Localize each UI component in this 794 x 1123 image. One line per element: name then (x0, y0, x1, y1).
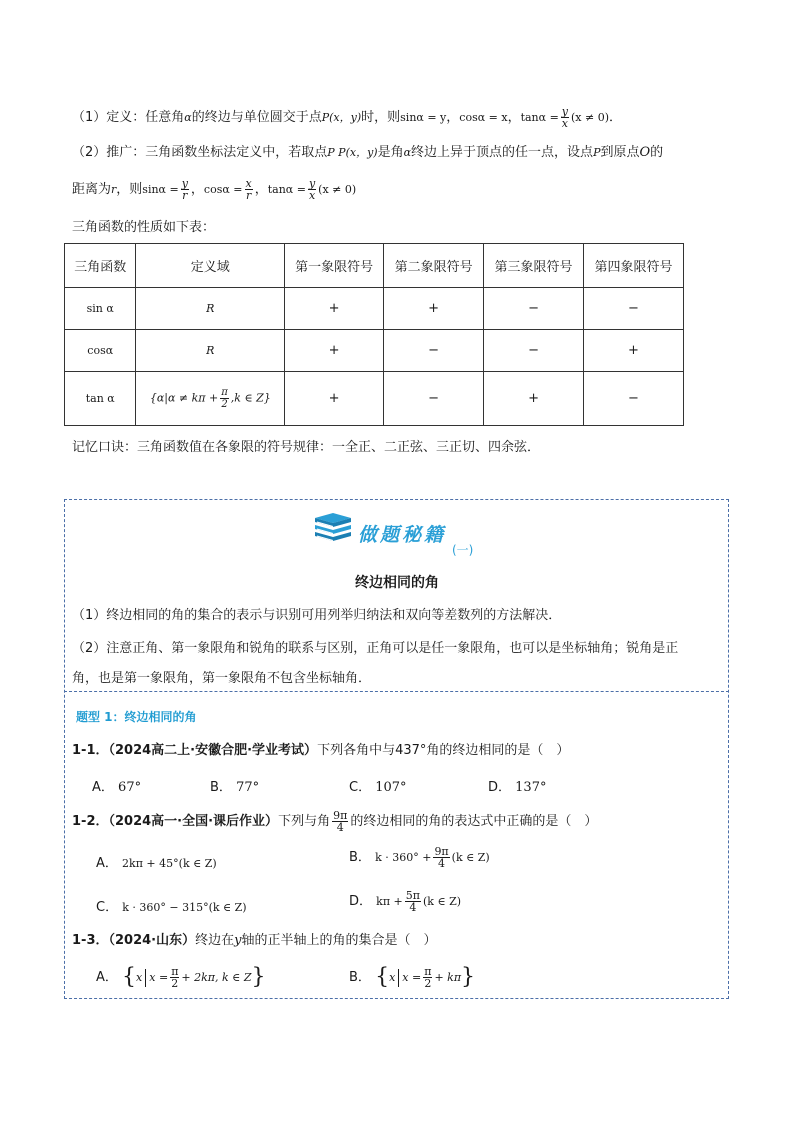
text: 到原点 (600, 145, 640, 160)
option-value: k · 360° + (375, 851, 432, 864)
condition: (x ≠ 0) (571, 111, 610, 124)
option-d[interactable] (488, 776, 546, 795)
fn-cell: sin α (65, 288, 136, 330)
option-value: (k ∈ Z) (423, 895, 462, 908)
question-1-2 (72, 810, 597, 833)
denominator: 4 (409, 901, 417, 914)
cos-lhs: cosα = (203, 183, 243, 196)
question-stem: 轴的正半轴上的角的集合是（ ） (241, 933, 437, 948)
option-key: B． (349, 850, 371, 865)
question-1-1 (72, 742, 569, 760)
denominator: x (308, 189, 316, 202)
mnemonic: 记忆口诀：三角函数值在各象限的符号规律：一全正、二正弦、三正切、四余弦． (72, 440, 541, 455)
tan-lhs: tanα = (520, 111, 559, 124)
denominator: 2 (221, 399, 228, 410)
table-header-row (65, 244, 684, 288)
alpha-symbol: α (184, 111, 192, 124)
option-c[interactable] (349, 776, 407, 795)
question-stem: 终边在 (195, 933, 235, 948)
numerator: y (181, 177, 188, 190)
table-intro: 三角函数的性质如下表： (72, 220, 216, 235)
option-value: (k ∈ Z) (451, 851, 490, 864)
comma: ， (446, 110, 460, 125)
period: ． (609, 110, 623, 125)
option-b[interactable] (349, 846, 490, 869)
question-number: 1-1． (72, 743, 109, 758)
set-bar (398, 969, 399, 987)
numerator: π (171, 965, 179, 978)
sign-cell: + (384, 288, 484, 330)
domain-part: {α|α ≠ kπ + (149, 391, 219, 405)
sign-cell: − (384, 330, 484, 372)
option-value: k · 360° − 315°(k ∈ Z) (122, 901, 247, 914)
text: 距离为 (72, 182, 112, 197)
header-cell: 第一象限符号 (285, 244, 384, 288)
numerator: y (561, 105, 569, 118)
table-row (65, 372, 684, 426)
option-key: D． (488, 780, 512, 795)
option-value: kπ + (376, 895, 403, 908)
sign-cell: + (584, 330, 684, 372)
question-stem: 的终边相同的角的表达式中正确的是（ ） (350, 814, 598, 829)
tip-1: （1）终边相同的角的集合的表示与识别可用列举归纳法和双向等差数列的方法解决． (72, 608, 562, 623)
numerator: y (308, 177, 316, 190)
numerator: π (424, 965, 432, 978)
fn-cell: cosα (65, 330, 136, 372)
fraction-pi-over-2 (170, 966, 179, 989)
text: 的 (650, 145, 664, 160)
box-heading: 终边相同的角 (355, 575, 439, 591)
tip-2-line-1: （2）注意正角、第一象限角和锐角的联系与区别，正角可以是任一象限角，也可以是坐标轴角；锐角是正 (72, 641, 679, 656)
sign-cell: − (384, 372, 484, 426)
point-p: P(x，y) (321, 111, 362, 124)
option-a[interactable] (96, 966, 265, 989)
set-condition: + 2kπ, k ∈ Z (181, 971, 252, 984)
text: 时，则 (361, 110, 401, 125)
text: 的终边与单位圆交于点 (191, 110, 322, 125)
banner-subtitle: (一) (452, 543, 474, 557)
sign-cell: − (484, 330, 584, 372)
option-c[interactable] (96, 896, 247, 915)
sign-cell: + (285, 288, 384, 330)
header-cell: 第三象限符号 (484, 244, 584, 288)
numerator: 9π (434, 845, 449, 858)
header-cell: 第四象限符号 (584, 244, 684, 288)
option-key: C． (349, 780, 372, 795)
fraction-y-over-x (308, 178, 316, 201)
header-cell: 第二象限符号 (384, 244, 484, 288)
option-a[interactable] (92, 776, 141, 795)
denominator: r (182, 189, 188, 202)
fraction (405, 890, 421, 913)
r-symbol: r (111, 183, 117, 196)
sign-cell: + (484, 372, 584, 426)
cos-def: cosα = x (459, 111, 508, 124)
question-source: （2024高一·全国·课后作业） (108, 814, 279, 829)
option-value: 137° (515, 780, 547, 795)
banner-title: 做题秘籍 (358, 524, 447, 546)
right-brace: } (461, 964, 476, 990)
option-key: B． (349, 970, 371, 985)
trig-properties-table (64, 243, 684, 426)
origin-label: O (639, 145, 651, 160)
fraction-pi-over-2 (423, 966, 432, 989)
fraction-9pi-over-4 (332, 810, 348, 833)
comma: ， (254, 182, 268, 197)
question-source: （2024高二上·安徽合肥·学业考试） (108, 743, 318, 758)
question-number: 1-3． (72, 933, 109, 948)
text: （1）定义：任意角 (72, 110, 185, 125)
set-condition: x = (149, 971, 169, 984)
option-key: B． (210, 780, 232, 795)
set-bar (145, 969, 146, 987)
text: （2）推广：三角函数坐标法定义中，若取点 (72, 145, 328, 160)
tan-lhs: tanα = (267, 183, 306, 196)
alpha-symbol: α (403, 146, 412, 159)
books-icon (313, 512, 353, 546)
set-variable: x (389, 971, 396, 984)
question-number: 1-2． (72, 814, 109, 829)
sign-cell: + (285, 330, 384, 372)
generalization-line-2 (72, 178, 356, 201)
sign-cell: − (484, 288, 584, 330)
fraction (433, 846, 449, 869)
y-symbol: y (234, 933, 242, 948)
option-key: C． (96, 900, 119, 915)
question-type-title: 题型 1：终边相同的角 (76, 710, 197, 724)
fn-cell: tan α (65, 372, 136, 426)
set-condition: + kπ (434, 971, 462, 984)
question-1-3 (72, 932, 437, 950)
question-stem: 下列各角中与437°角的终边相同的是（ ） (317, 743, 570, 758)
header-cell: 三角函数 (65, 244, 136, 288)
domain-part: ,k ∈ Z} (230, 391, 271, 405)
denominator: x (561, 117, 569, 130)
domain-cell (136, 372, 285, 426)
tip-2-line-2: 角，也是第一象限角，第一象限角不包含坐标轴角． (72, 671, 372, 686)
sign-cell: − (584, 288, 684, 330)
comma: ， (507, 110, 521, 125)
point-label: P (593, 146, 601, 159)
option-value: 107° (375, 780, 407, 795)
denominator: 2 (424, 977, 432, 990)
option-value: 2kπ + 45°(k ∈ Z) (122, 857, 217, 870)
denominator: 2 (171, 977, 179, 990)
sin-lhs: sinα = (142, 183, 179, 196)
option-value: 77° (236, 780, 260, 795)
option-d[interactable] (349, 890, 461, 913)
option-key: A． (96, 970, 118, 985)
right-brace: } (251, 964, 266, 990)
table-row (65, 288, 684, 330)
text: 终边上异于顶点的任一点，设点 (411, 145, 594, 160)
definition-line-1 (72, 106, 622, 129)
table-row (65, 330, 684, 372)
sin-def: sinα = y (400, 111, 447, 124)
fraction-x-over-r (245, 178, 253, 201)
domain-cell: R (136, 288, 285, 330)
option-key: D． (349, 894, 373, 909)
fraction-y-over-r (181, 178, 189, 201)
option-key: A． (96, 856, 118, 871)
header-cell: 定义域 (136, 244, 285, 288)
point-p: P P(x，y) (327, 146, 378, 159)
question-stem: 下列与角 (278, 814, 331, 829)
numerator: 9π (333, 809, 348, 822)
fraction-y-over-x (561, 106, 569, 129)
comma: ， (190, 182, 204, 197)
numerator: 5π (405, 889, 420, 902)
option-b[interactable] (349, 966, 475, 989)
numerator: x (245, 177, 252, 190)
denominator: 4 (438, 857, 446, 870)
set-variable: x (136, 971, 143, 984)
generalization-line-1 (72, 144, 663, 162)
sign-cell: + (285, 372, 384, 426)
condition: (x ≠ 0) (318, 183, 357, 196)
fraction-pi-over-2 (220, 387, 229, 410)
denominator: r (245, 189, 252, 202)
numerator: π (221, 387, 228, 398)
box-divider (64, 691, 729, 692)
set-condition: x = (402, 971, 422, 984)
denominator: 4 (336, 821, 344, 834)
option-value: 67° (118, 780, 142, 795)
left-brace: { (375, 964, 390, 990)
sign-cell: − (584, 372, 684, 426)
option-key: A． (92, 780, 114, 795)
domain-cell: R (136, 330, 285, 372)
text: ，则 (116, 182, 143, 197)
option-a[interactable] (96, 852, 217, 871)
left-brace: { (122, 964, 137, 990)
option-b[interactable] (210, 776, 259, 795)
text: 是角 (377, 145, 404, 160)
question-source: （2024·山东） (108, 933, 196, 948)
